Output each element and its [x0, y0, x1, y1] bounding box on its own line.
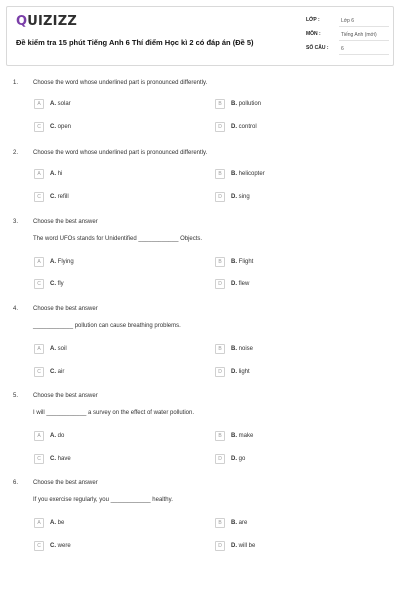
- option-letter-box: B: [215, 99, 225, 109]
- option-label: C. refill: [50, 194, 69, 200]
- worksheet-header: [6, 6, 394, 66]
- option-letter-box: C: [34, 192, 44, 202]
- option-letter-box: B: [215, 518, 225, 528]
- option-letter-box: A: [34, 518, 44, 528]
- meta-row-subject: [306, 29, 390, 43]
- meta-value: Tiếng Anh (mới): [339, 30, 389, 41]
- question-number: 1.: [13, 80, 19, 86]
- question-sentence: If you exercise regularly, you ____________ healthy.: [33, 497, 173, 503]
- option-label: D. sing: [231, 194, 250, 200]
- option-label: A. solar: [50, 101, 71, 107]
- option-label: A. do: [50, 433, 65, 439]
- question-number: 2.: [13, 150, 19, 156]
- option-label: D. will be: [231, 543, 256, 549]
- meta-value: 6: [339, 44, 389, 55]
- option-label: C. were: [50, 543, 71, 549]
- option-label: C. have: [50, 456, 71, 462]
- question-number: 3.: [13, 219, 19, 225]
- question-sentence: I will ____________ a survey on the effect of water pollution.: [33, 410, 194, 416]
- option-label: D. light: [231, 369, 250, 375]
- option-letter-box: A: [34, 99, 44, 109]
- option-label: D. go: [231, 456, 246, 462]
- option-label: A. be: [50, 520, 65, 526]
- option-label: A. soil: [50, 346, 67, 352]
- option-label: B. noise: [231, 346, 254, 352]
- option-letter-box: C: [34, 122, 44, 132]
- option-letter-box: B: [215, 257, 225, 267]
- option-letter-box: D: [215, 192, 225, 202]
- option-label: A. Flying: [50, 259, 74, 265]
- option-letter-box: B: [215, 169, 225, 179]
- option-letter-box: D: [215, 122, 225, 132]
- option-letter-box: C: [34, 454, 44, 464]
- option-label: B. pollution: [231, 101, 262, 107]
- option-letter-box: A: [34, 344, 44, 354]
- option-letter-box: D: [215, 541, 225, 551]
- meta-key: SỐ CÂU :: [306, 45, 329, 51]
- question-number: 4.: [13, 306, 19, 312]
- meta-row-count: [306, 43, 390, 57]
- question-number: 6.: [13, 480, 19, 486]
- option-letter-box: A: [34, 169, 44, 179]
- option-label: D. control: [231, 124, 257, 130]
- option-letter-box: D: [215, 367, 225, 377]
- option-label: C. air: [50, 369, 65, 375]
- quizizz-logo: QUIZIZZ: [16, 14, 77, 29]
- option-letter-box: A: [34, 257, 44, 267]
- question-number: 5.: [13, 393, 19, 399]
- option-label: B. helicopter: [231, 171, 265, 177]
- option-label: C. open: [50, 124, 72, 130]
- option-letter-box: B: [215, 344, 225, 354]
- question-prompt: Choose the best answer: [33, 480, 98, 486]
- option-letter-box: D: [215, 454, 225, 464]
- question-sentence: The word UFOs stands for Unidentified ____________ Objects.: [33, 236, 203, 242]
- option-letter-box: D: [215, 279, 225, 289]
- option-label: C. fly: [50, 281, 64, 287]
- meta-value: Lớp 6: [339, 16, 389, 27]
- option-label: B. make: [231, 433, 254, 439]
- meta-row-class: [306, 15, 390, 29]
- option-letter-box: C: [34, 541, 44, 551]
- question-sentence: ____________ pollution can cause breathing problems.: [33, 323, 181, 329]
- option-label: D. flew: [231, 281, 250, 287]
- question-prompt: Choose the word whose underlined part is pronounced differently.: [33, 80, 208, 86]
- option-letter-box: A: [34, 431, 44, 441]
- option-letter-box: C: [34, 279, 44, 289]
- question-prompt: Choose the word whose underlined part is pronounced differently.: [33, 150, 208, 156]
- worksheet-title: Đề kiểm tra 15 phút Tiếng Anh 6 Thí điểm Học kì 2 có đáp án (Đề 5): [16, 38, 254, 47]
- meta-panel: [306, 15, 390, 57]
- option-label: B. are: [231, 520, 248, 526]
- meta-key: LỚP :: [306, 17, 320, 23]
- question-prompt: Choose the best answer: [33, 219, 98, 225]
- option-letter-box: C: [34, 367, 44, 377]
- question-prompt: Choose the best answer: [33, 306, 98, 312]
- option-label: A. hi: [50, 171, 63, 177]
- option-letter-box: B: [215, 431, 225, 441]
- option-label: B. Flight: [231, 259, 254, 265]
- question-prompt: Choose the best answer: [33, 393, 98, 399]
- meta-key: MÔN :: [306, 31, 321, 37]
